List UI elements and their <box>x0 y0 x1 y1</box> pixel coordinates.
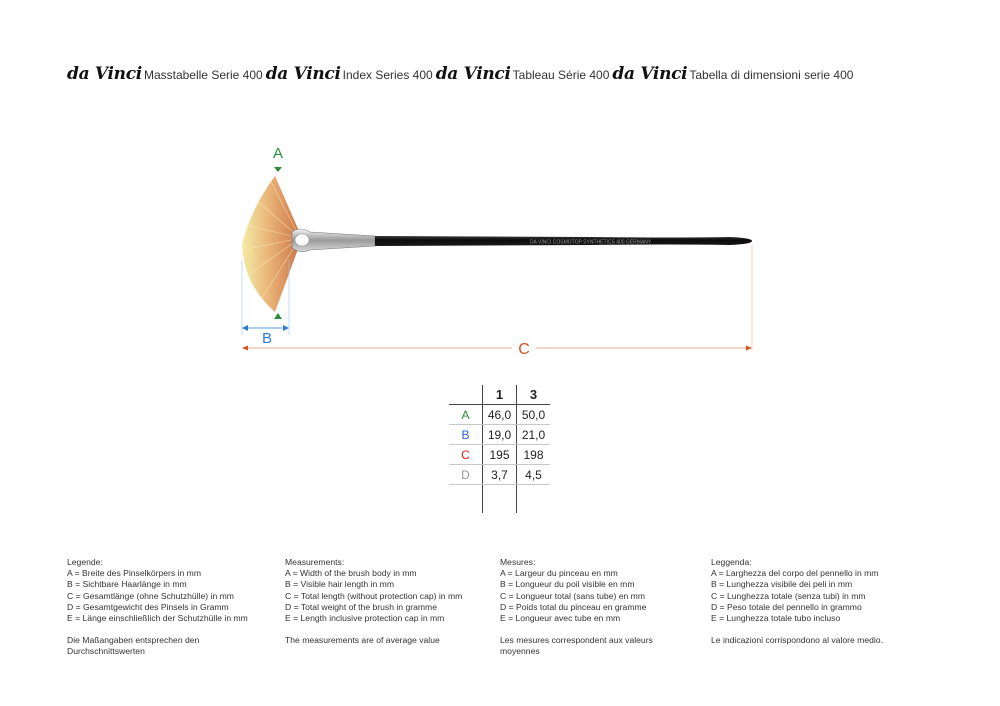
dimension-c-arrow-right <box>746 346 752 351</box>
legend-note: Die Maßangaben entsprechen den Durchschnittswerten <box>67 635 200 657</box>
davinci-logo: da Vinci <box>612 64 688 84</box>
dimension-a-arrow-top <box>274 167 282 172</box>
cell-a-size-3: 50,0 <box>517 405 551 425</box>
legend-title: Leggenda: <box>711 557 752 567</box>
legend-line: B = Lunghezza visibile dei peli in mm <box>711 579 853 590</box>
legend-line: A = Breite des Pinselkörpers in mm <box>67 568 201 579</box>
table-row-d <box>449 465 550 485</box>
davinci-logo: da Vinci <box>265 64 341 84</box>
legend-french <box>500 557 675 658</box>
dimension-a-label: A <box>272 145 284 162</box>
legend-line: A = Width of the brush body in mm <box>285 568 417 579</box>
row-label-b: B <box>449 425 483 445</box>
cell-d-size-3: 4,5 <box>517 465 551 485</box>
column-header-size-3: 3 <box>517 385 551 405</box>
cell-d-size-1: 3,7 <box>483 465 517 485</box>
legend-line: E = Länge einschließlich der Schutzhülle in mm <box>67 613 248 624</box>
legend-title: Legende: <box>67 557 103 567</box>
legend-line: E = Length inclusive protection cap in mm <box>285 613 445 624</box>
cell-a-size-1: 46,0 <box>483 405 517 425</box>
legend-line: C = Total length (without protection cap) in mm <box>285 590 463 601</box>
dimension-b-arrow-right <box>283 325 289 331</box>
legend-italian <box>711 557 931 646</box>
cell-c-size-1: 195 <box>483 445 517 465</box>
column-header-size-1: 1 <box>483 385 517 405</box>
legend-german <box>67 557 248 658</box>
davinci-logo: da Vinci <box>67 64 142 84</box>
dimension-c-arrow-left <box>242 346 248 351</box>
table-row-c <box>449 445 550 465</box>
size-table <box>449 385 550 513</box>
legend-line: D = Peso totale del pennello in grammo <box>711 601 862 612</box>
cell-b-size-1: 19,0 <box>483 425 517 445</box>
row-label-c: C <box>449 445 483 465</box>
row-label-d: D <box>449 465 483 485</box>
empty-cell <box>517 485 551 514</box>
page-header <box>67 64 856 86</box>
table-header-row <box>449 385 550 405</box>
legend-line: D = Poids total du pinceau en gramme <box>500 601 647 612</box>
davinci-logo: da Vinci <box>435 64 511 84</box>
table-row-b <box>449 425 550 445</box>
legend-line: A = Larghezza del corpo del pennello in mm <box>711 568 879 579</box>
cell-b-size-3: 21,0 <box>517 425 551 445</box>
dimension-a-arrow-bottom <box>274 313 282 319</box>
legend-note: Le indicazioni corrispondono al valore medio. <box>711 635 883 646</box>
header-title-en: Index Series 400 <box>342 68 433 82</box>
legend-english <box>285 557 485 646</box>
legend-line: B = Visible hair length in mm <box>285 579 394 590</box>
table-row-empty <box>449 485 550 514</box>
legend-line: D = Gesamtgewicht des Pinsels in Gramm <box>67 601 229 612</box>
empty-cell <box>449 485 483 514</box>
legend-line: E = Lunghezza totale tubo incluso <box>711 613 841 624</box>
dimension-b-arrow-left <box>242 325 248 331</box>
row-label-a: A <box>449 405 483 425</box>
empty-cell <box>483 485 517 514</box>
legend-line: A = Largeur du pinceau en mm <box>500 568 618 579</box>
dimension-b-label: B <box>261 330 273 347</box>
table-row-a <box>449 405 550 425</box>
legend-note: The measurements are of average value <box>285 635 440 646</box>
legend-line: B = Sichtbare Haarlänge in mm <box>67 579 187 590</box>
legend-line: C = Longueur total (sans tube) en mm <box>500 590 645 601</box>
legend-line: C = Gesamtlänge (ohne Schutzhülle) in mm <box>67 590 234 601</box>
table-corner-cell <box>449 385 483 405</box>
header-title-it: Tabella di dimensioni serie 400 <box>689 68 854 82</box>
legend-note: Les mesures correspondent aux valeurs moyennes <box>500 635 653 657</box>
brush-diagram <box>230 140 760 365</box>
cell-c-size-3: 198 <box>517 445 551 465</box>
legend-line: E = Longueur avec tube en mm <box>500 613 621 624</box>
header-title-de: Masstabelle Serie 400 <box>143 68 263 82</box>
legend-title: Measurements: <box>285 557 345 567</box>
legend-line: B = Longueur du poil visible en mm <box>500 579 635 590</box>
dimension-c-label: C <box>518 341 530 358</box>
legend-title: Mesures: <box>500 557 536 567</box>
legend-line: C = Lunghezza totale (senza tubi) in mm <box>711 590 866 601</box>
handle-imprint: DA VINCI COSMOTOP SYNTHETICS 400 GERMANY <box>530 239 652 246</box>
legend-line: D = Total weight of the brush in gramme <box>285 601 437 612</box>
header-title-fr: Tableau Série 400 <box>512 68 610 82</box>
